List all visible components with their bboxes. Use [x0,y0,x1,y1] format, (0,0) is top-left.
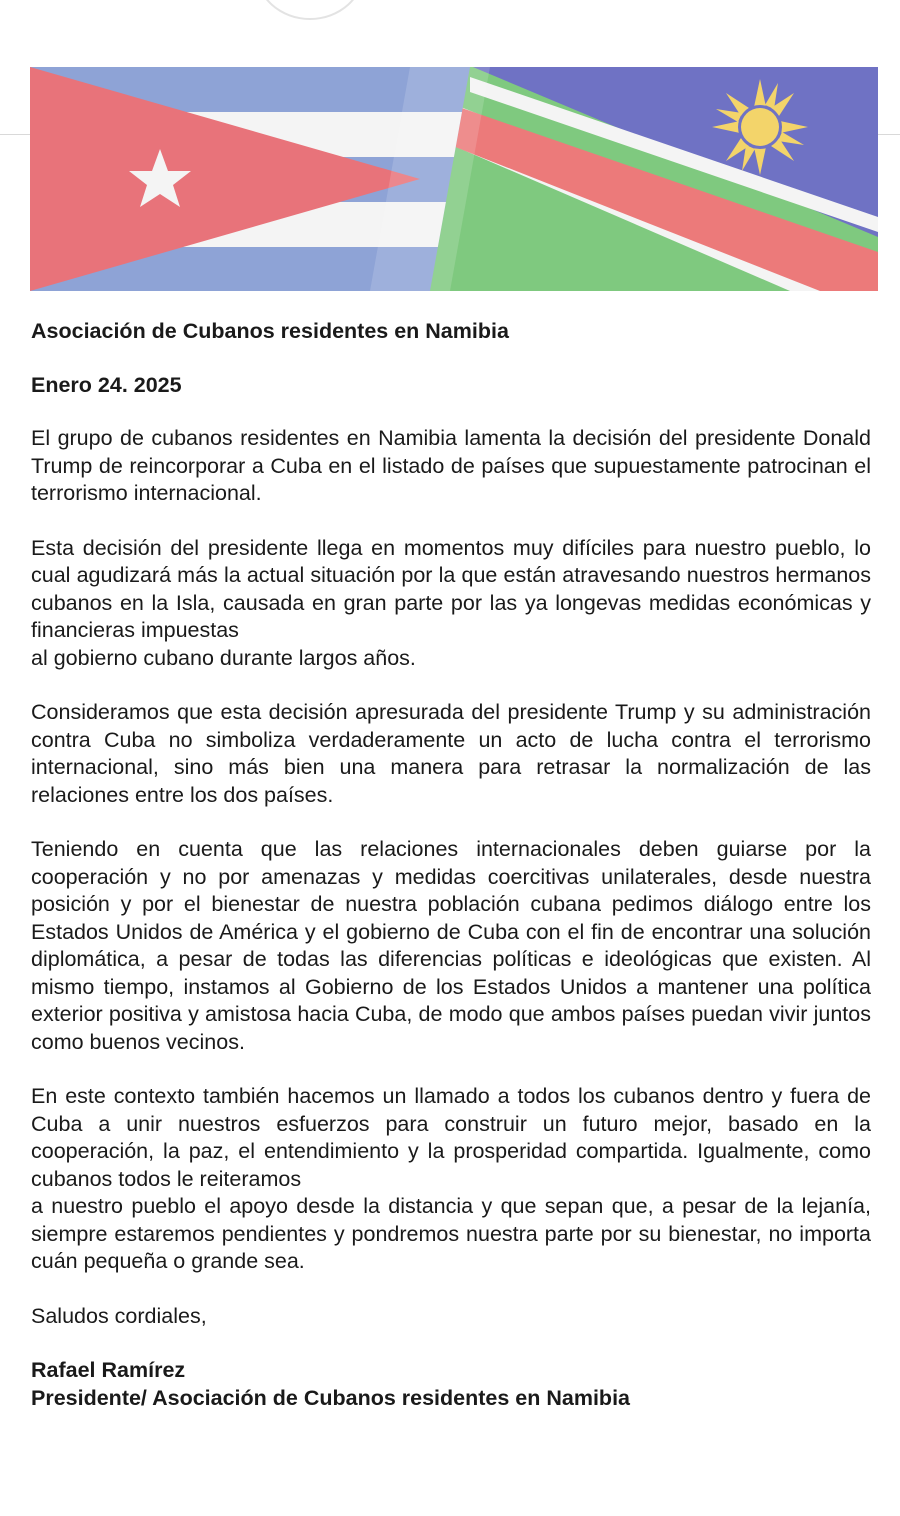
organization-heading: Asociación de Cubanos residentes en Namibia [31,319,509,343]
flags-banner-image [30,67,878,291]
paragraph-3: Consideramos que esta decisión apresurada del presidente Trump y su administración contra Cuba no simboliza verdaderamente un acto de lucha contra el terrorismo internacional, sino más bien una manera para retrasar la normalización de las relaciones entre los dos países. [31,700,871,807]
paragraph-2-part-b: al gobierno cubano durante largos años. [31,645,416,670]
divider-line-left [0,134,30,135]
signature-block [31,1357,871,1412]
divider-line-right [878,134,900,135]
cuba-namibia-flags-icon [30,67,878,291]
top-arc-decoration [255,0,365,20]
signature-name: Rafael Ramírez [31,1358,186,1382]
letter-date: Enero 24. 2025 [31,372,182,397]
paragraph-2 [31,535,871,673]
letter-body [31,318,871,1439]
paragraph-5-part-a: En este contexto también hacemos un llamado a todos los cubanos dentro y fuera de Cuba a unir nuestros esfuerzos para construir un futuro mejor, basado en la cooperación, la paz, el entendimiento y la prosperidad compartida. Igualmente, como cubanos todos le reiteramos [31,1084,871,1191]
signature-title: Presidente/ Asociación de Cubanos residentes en Namibia [31,1385,630,1410]
closing-greeting: Saludos cordiales, [31,1303,207,1328]
paragraph-4: Teniendo en cuenta que las relaciones internacionales deben guiarse por la cooperación y no por amenazas y medidas coercitivas unilaterales, desde nuestra posición y por el bienestar de nuestra población cubana pedimos diálogo entre los Estados Unidos de América y el gobierno de Cuba con el fin de encontrar una solución diplomática, a pesar de todas las diferencias políticas e ideológicas que existen. Al mismo tiempo, instamos al Gobierno de los Estados Unidos a mantener una política exterior positiva y amistosa hacia Cuba, de modo que ambos países puedan vivir juntos como buenos vecinos. [31,837,871,1054]
paragraph-1: El grupo de cubanos residentes en Namibia lamenta la decisión del presidente Donald Trump de reincorporar a Cuba en el listado de países que supuestamente patrocinan el terrorismo internacional. [31,426,871,505]
namibia-sun-icon [712,79,808,175]
paragraph-5 [31,1083,871,1276]
paragraph-5-part-b: a nuestro pueblo el apoyo desde la distancia y que sepan que, a pesar de la lejanía, siempre estaremos pendientes y pondremos nuestra parte por su bienestar, no importa cuán pequeña o grande sea. [31,1194,871,1273]
paragraph-2-part-a: Esta decisión del presidente llega en momentos muy difíciles para nuestro pueblo, lo cual agudizará más la actual situación por la que están atravesando nuestros hermanos cubanos en la Isla, causada en gran parte por las ya longevas medidas económicas y financieras impuestas [31,535,871,642]
